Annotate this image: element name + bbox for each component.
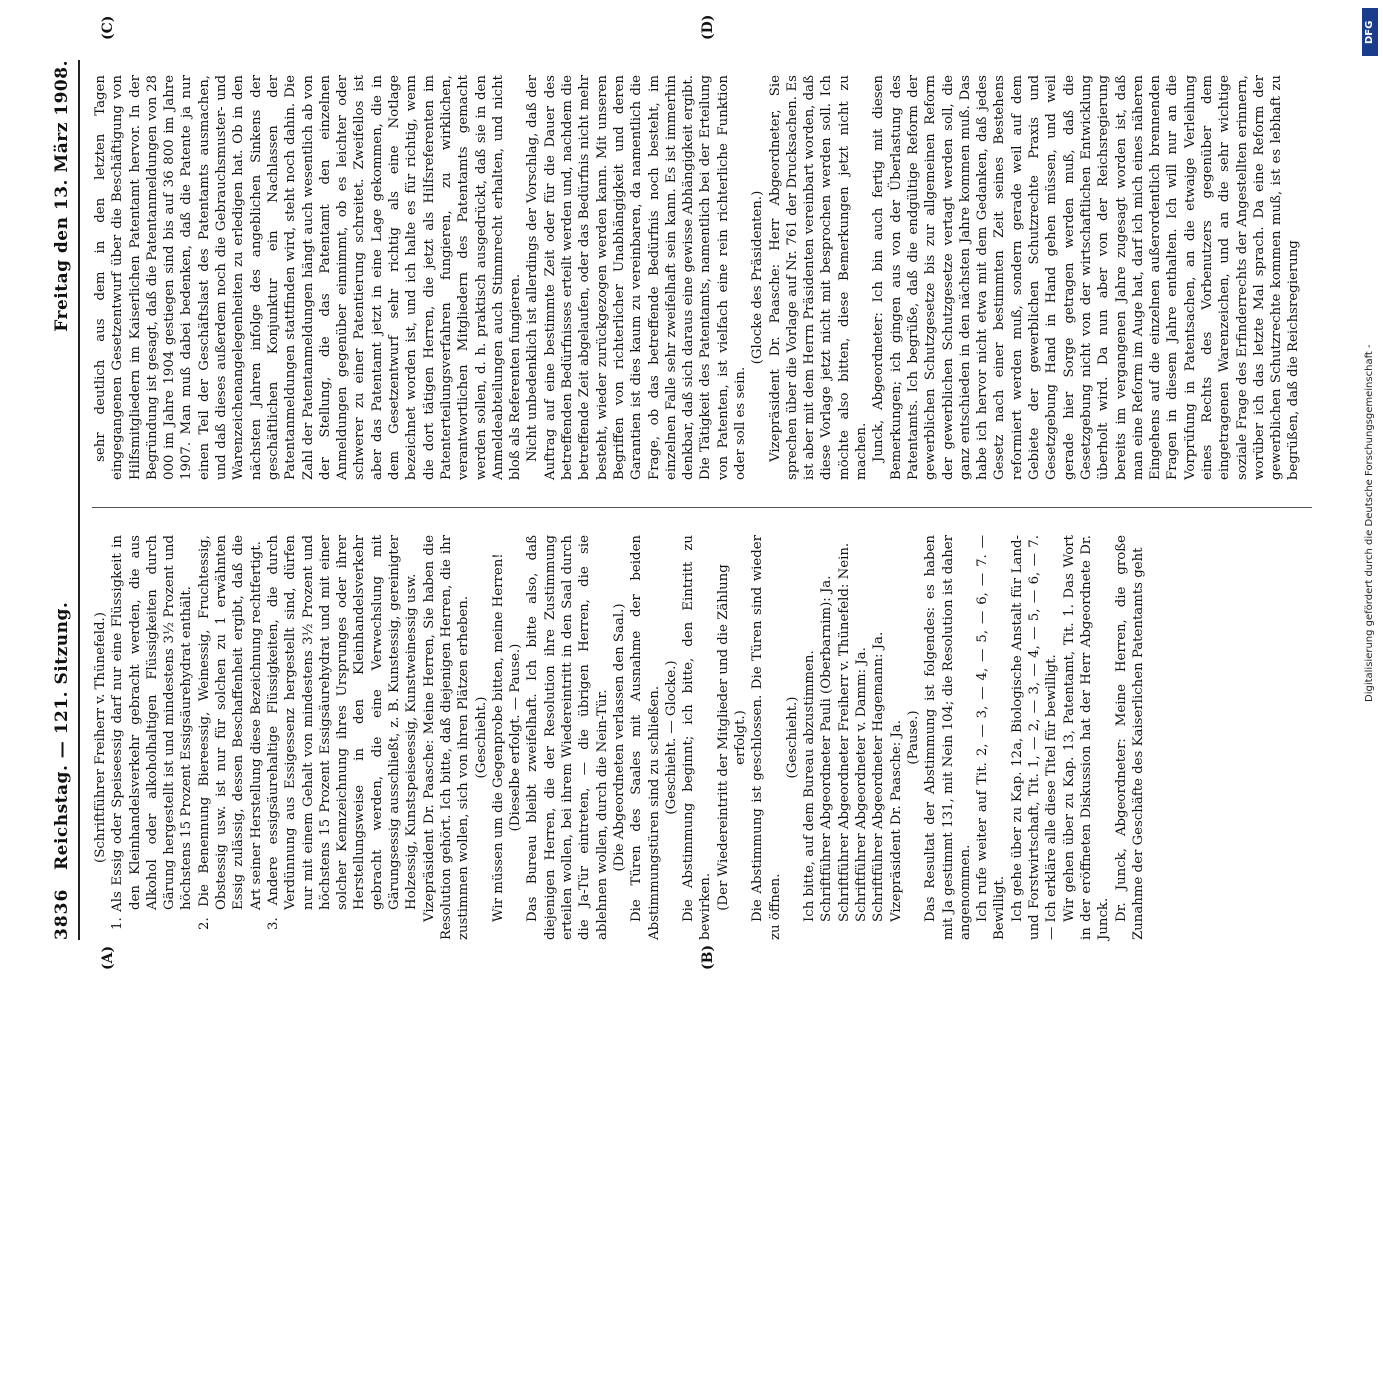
page-header [50,60,80,940]
paragraph: Wir gehen über zu Kap. 13, Patentamt, Tit. 1. Das Wort in der eröffneten Diskussion hat der Herr Abgeordnete Dr. Junck. [1061,535,1112,940]
paragraph: Schriftführer Abgeordneter Freiherr v. Thünefeld: Nein. [836,542,852,922]
paragraph: Schriftführer Abgeordneter Hagemann: Ja. [871,631,887,922]
paragraph: Das Bureau bleibt zweifelhaft. Ich bitte also, daß diejenigen Herren, die der Resolution ihre Zustimmung erteilen wollen, bei ihrem Wiedereintritt in den Saal durch die Ja-Tür eintreten, — die übrigen Herren, die sie ablehnen wollen, durch die Nein-Tür. [525,535,610,940]
digitization-credit: Digitalisierung gefördert durch die Deutsche Forschungsgemeinschaft - [1364,344,1375,702]
paragraph: Junck, Abgeordneter: Ich bin auch fertig mit diesen Bemerkungen; ich gingen aus von der Überlastung des Patentamts. Ich begrüße, daß die endgültige Reform der gewerblichen Schutzgesetze bis zur allgemeinen Reform der gewerblichen Schutzgesetze vertagt werden soll, die ganz entschieden in den nächsten Jahre kommen muß. Das habe ich hervor nicht etwa mit dem Gedanken, daß jedes Gesetz nach einer bestimmten Zeit seines Bestehens reformiert werden muß, sondern gerade weil auf dem Gebiete der gewerblichen Schutzrechte Praxis und Gesetzgebung Hand in Hand gehen müssen, und weil gerade hier Sorge getragen werden muß, daß die Gesetzgebung nicht von der wirtschaftlichen Entwicklung überholt wird. Da nun aber von der Reichsregierung bereits im vergangenen Jahre zugesagt worden ist, daß man eine Reform im Auge hat, darf ich mich eines näheren Eingehens auf die einzelnen außerordentlich brennenden Fragen in diesem Jahre enthalten. Ich will nur an die Vorprüfung in Patentsachen, an die etwaige Verleihung eines Rechts des Vorbenutzers gegenüber dem eingetragenen Warenzeichen, und an die sehr wichtige soziale Frage des Erfinderrechts der Angestellten erinnern, worüber ich das letzte Mal sprach. Da eine Reform der gewerblichen Schutzrechte kommen muß, ist es lebhaft zu begrüßen, daß die Reichsregierung [871,75,1302,480]
margin-marker-a: (A) [100,945,116,970]
dfg-logo: DFG [1362,8,1378,56]
paragraph: Schriftführer Abgeordneter v. Damm: Ja. [854,647,870,922]
paragraph: (Dieselbe erfolgt. — Pause.) [508,643,524,832]
paragraph: (Glocke des Präsidenten.) [750,190,766,365]
paragraph: Vizepräsident Dr. Paasche: Herr Abgeordneter, Sie sprechen über die Vorlage auf Nr. 761 der Drucksachen. Es ist aber mit dem Herrn Präsidenten vereinbart worden, daß diese Vorlage jetzt nicht mit besprochen werden soll. Ich möchte also bitten, diese Bemerkungen jetzt nicht zu machen. [767,75,870,480]
right-text-column [92,75,1322,480]
paragraph: Ich gehe über zu Kap. 12a, Biologische Anstalt für Land- und Forstwirtschaft, Tit. 1, — 2, — 3, — 4, — 5, — 6, — 7. — Ich erkläre alle diese Titel für bewilligt. [1009,535,1060,940]
paragraph: Dr. Junck, Abgeordneter: Meine Herren, die große Zunahme der Geschäfte des Kaiserlichen Patentamts geht [1113,535,1146,940]
paragraph: sehr deutlich aus dem in den letzten Tagen eingegangenen Gesetzentwurf über die Beschäftigung von Hilfsmitgliedern im Kaiserlichen Patentamt hervor. In der Begründung ist gesagt, daß die Patentanmeldungen von 28 000 im Jahre 1904 gestiegen sind bis auf 36 800 im Jahre 1907. Man muß dabei bedenken, daß die Patente ja nur einen Teil der Geschäftslast des Patentamts ausmachen, und daß dieses außerdem noch die Gebrauchsmuster- und Warenzeichenangelegenheiten zu erledigen hat. Ob in den nächsten Jahren infolge des angeblichen Sinkens der geschäftlichen Konjunktur ein Nachlassen der Patentanmeldungen stattfinden wird, steht noch dahin. Die Zahl der Patentanmeldungen hängt auch wesentlich ab von der Stellung, die das Patentamt den einzelnen Anmeldungen gegenüber einnimmt, ob es leichter oder schwerer zu einer Patentierung schreitet. Zweifellos ist aber das Patentamt jetzt in eine Lage gekommen, die in dem Gesetzentwurf sehr richtig als eine Notlage bezeichnet worden ist, und ich halte es für richtig, wenn die dort tätigen Herren, die jetzt als Hilfsreferenten im Patenterteilungsverfahren fungieren, zu wirklichen, verantwortlichen Mitgliedern des Patentamts gemacht werden sollen, d. h. praktisch ausgedrückt, daß sie in den Anmeldeabteilungen auch Stimmrecht erhalten, und nicht bloß als Referenten fungieren. [93,75,524,480]
paragraph: Nicht unbedenklich ist allerdings der Vorschlag, daß der Auftrag auf eine bestimmte Zeit oder für die Dauer des betreffenden Bedürfnisses erteilt werden und, nachdem die betreffende Zeit abgelaufen, oder das Bedürfnis nicht mehr besteht, wieder zurückgezogen werden kann. Mit unseren Begriffen von richterlicher Unabhängigkeit und deren Garantien ist dies kaum zu vereinbaren, da namentlich die Frage, ob das betreffende Bedürfnis noch besteht, im einzelnen Falle sehr zweifelhaft sein kann. Es ist immerhin denkbar, daß sich daraus eine gewisse Abhängigkeit ergibt. Die Tätigkeit des Patentamts, namentlich bei der Erteilung von Patenten, ist vielfach eine rein richterliche Funktion oder soll es sein. [525,75,748,480]
left-text-column [92,535,1322,940]
paragraph: Schriftführer Abgeordneter Pauli (Oberbarnim): Ja. [819,575,835,922]
paragraph: Ich rufe weiter auf Tit. 2, — 3, — 4, — 5, — 6, — 7. — Bewilligt. [975,535,1008,940]
paragraph: Vizepräsident Dr. Paasche: Meine Herren, Sie haben die Resolution gehört. Ich bitte, daß diejenigen Herren, die ihr zustimmen wollen, sich von ihren Plätzen erheben. [421,535,472,940]
paragraph: (Der Wiedereintritt der Mitglieder und die Zählung erfolgt.) [715,564,748,911]
paragraph: Vizepräsident Dr. Paasche: Ja. [888,720,904,922]
margin-marker-b: (B) [700,944,716,970]
paragraph: Die Abstimmung beginnt; ich bitte, den Eintritt zu bewirken. [681,535,714,940]
paragraph: (Geschieht. — Glocke.) [663,660,679,815]
paragraph: Wir müssen um die Gegenprobe bitten, meine Herren! [490,553,506,922]
paragraph: (Pause.) [905,710,921,765]
paragraph: 2. Die Benennung Biereessig, Weinessig, Fruchtessig, Obstessig usw. ist nur für solchen zu 1 erwähnten Essig zulässig, dessen Beschaffenheit ergibt, daß die Art seiner Herstellung diese Bezeichnung rechtfertigt. [196,535,264,930]
paragraph: (Geschieht.) [784,696,800,779]
page-number: 3836 [52,888,72,940]
paragraph: 1. Als Essig oder Speiseessig darf nur eine Flüssigkeit in den Kleinhandelsverkehr gebracht werden, die aus Alkohol oder alkoholhaltigen Flüssigkeiten durch Gärung hergestellt ist und mindestens 3½ Prozent und höchstens 15 Prozent Essigsäurehydrat enthält. [110,535,195,930]
session-title: Reichstag. — 121. Sitzung. [52,601,72,870]
paragraph: (Die Abgeordneten verlassen den Saal.) [611,603,627,872]
paragraph: Die Abstimmung ist geschlossen. Die Türen sind wieder zu öffnen. [750,535,783,940]
margin-marker-d: (D) [700,14,716,40]
paragraph: (Schriftführer Freiherr v. Thünefeld.) [93,612,108,863]
column-divider [92,507,1312,508]
paragraph: (Geschieht.) [473,696,489,779]
paragraph: Das Resultat der Abstimmung ist folgendes: es haben mit Ja gestimmt 131, mit Nein 104; die Resolution ist daher angenommen. [923,535,973,940]
paragraph: 3. Andere essigsäurehaltige Flüssigkeiten, die durch Verdünnung aus Essigessenz hergestellt sind, dürfen nur mit einem Gehalt von mindestens 3½ Prozent und höchstens 15 Prozent Essigsäurehydrat und mit einer solcher Kennzeichnung ihres Ursprunges oder ihrer Herstellungsweise in den Kleinhandelsverkehr gebracht werden, die eine Verwechslung mit Gärungsessig ausschließt, z. B. Kunstessig, gereinigter Holzessig, Kunstspeiseessig, Kunstweinessig usw. [265,535,420,930]
paragraph: Die Türen des Saales mit Ausnahme der beiden Abstimmungstüren sind zu schließen. [629,535,662,940]
session-date: Freitag den 13. März 1908. [52,60,72,332]
margin-marker-c: (C) [100,15,116,40]
paragraph: Ich bitte, auf dem Bureau abzustimmen. [802,650,818,922]
